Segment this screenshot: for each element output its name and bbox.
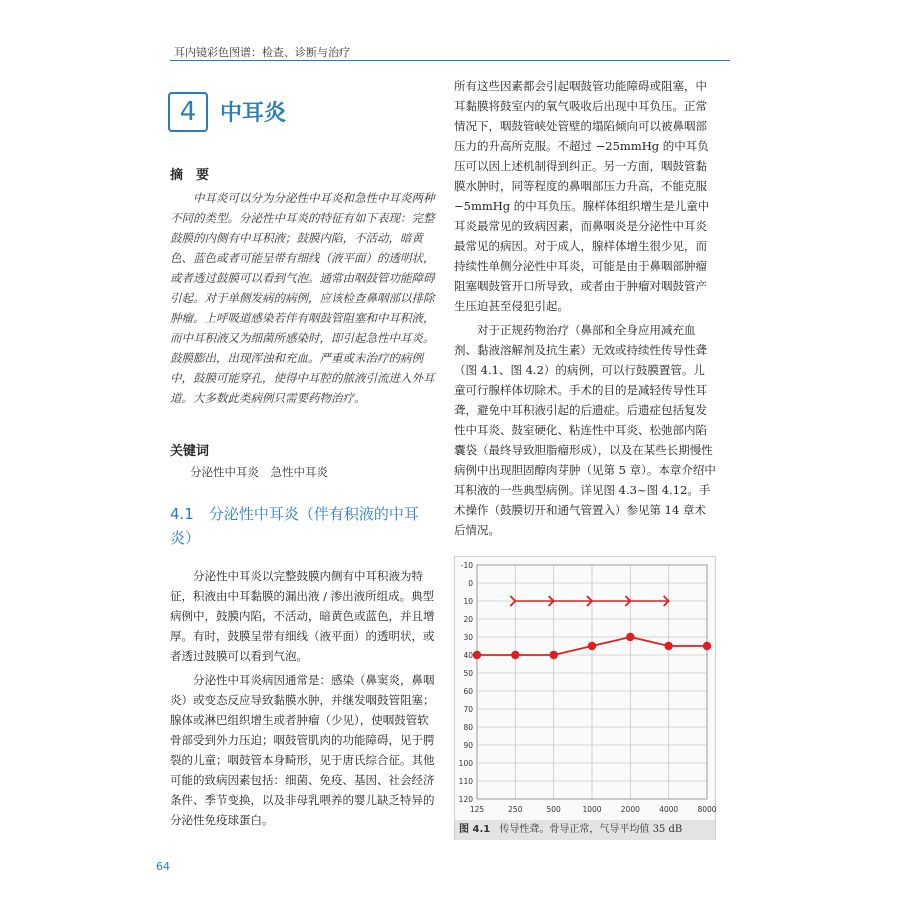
header-rule — [170, 60, 730, 61]
figure-caption-text: 传导性聋。骨导正常，气导平均值 35 dB — [499, 824, 683, 835]
audiogram-figure — [454, 556, 716, 840]
y-tick-label: 100 — [458, 759, 473, 768]
air-conduction-point — [549, 651, 557, 659]
air-conduction-point — [664, 642, 672, 650]
air-conduction-point — [473, 651, 481, 659]
right-paragraph-1: 所有这些因素都会引起咽鼓管功能障碍或阻塞，中耳黏膜将鼓室内的氧气吸收后出现中耳负压。正常情况下，咽鼓管峡处管壁的塌陷倾向可以被鼻咽部压力的升高所克服。不超过 −25mmHg 的中耳负压可以因上述机制得到纠正。另一方面，咽鼓管黏膜水肿时，同等程度的鼻咽部压力升高，不能克服 −5mmHg 的中耳负压。腺样体组织增生是儿童中耳炎最常见的致病因素，而鼻咽炎是分泌性中耳炎最常见的病因。对于成人，腺样体增生很少见，而持续性单侧分泌性中耳炎，可能是由于鼻咽部肿瘤阻塞咽鼓管开口所导致，或者由于肿瘤对咽鼓管产生压迫甚至侵犯引起。 — [454, 79, 710, 313]
y-tick-label: 70 — [463, 705, 473, 714]
y-tick-label: 50 — [463, 669, 473, 678]
y-tick-label: 30 — [463, 633, 473, 642]
x-tick-label: 250 — [508, 805, 523, 814]
page-number: 64 — [156, 860, 170, 873]
right-column-body — [454, 76, 716, 544]
air-conduction-point — [703, 642, 711, 650]
y-tick-label: -10 — [460, 561, 473, 570]
right-paragraph-2: 对于正规药物治疗（鼻部和全身应用减充血剂、黏液溶解剂及抗生素）无效或持续性传导性聋（图 4.1、图 4.2）的病例，可以行鼓膜置管。儿童可行腺样体切除术。手术的目的是减轻传导性耳聋，避免中耳积液引起的后遗症。后遗症包括复发性中耳炎、鼓室硬化、粘连性中耳炎、松弛部内陷囊袋（最终导致胆脂瘤形成），以及在某些长期慢性病例中出现胆固醇肉芽肿（见第 5 章）。本章介绍中耳积液的一些典型病例。详见图 4.3~图 4.12。手术操作（鼓膜切开和通气管置入）参见第 14 章术后情况。 — [454, 323, 716, 537]
audiogram-chart — [455, 557, 717, 821]
running-title: 耳内镜彩色图谱：检查、诊断与治疗 — [174, 46, 350, 59]
running-head — [170, 44, 730, 64]
figure-label: 图 4.1 — [459, 824, 491, 835]
y-tick-label: 40 — [463, 651, 473, 660]
y-tick-label: 10 — [463, 597, 473, 606]
y-tick-label: 90 — [463, 741, 473, 750]
y-tick-label: 110 — [458, 777, 473, 786]
keywords-text: 分泌性中耳炎 急性中耳炎 — [190, 465, 328, 479]
air-conduction-point — [626, 633, 634, 641]
x-tick-label: 500 — [546, 805, 561, 814]
y-tick-label: 0 — [468, 579, 473, 588]
x-tick-label: 4000 — [659, 805, 679, 814]
left-paragraph-2: 分泌性中耳炎病因通常是：感染（鼻窦炎，鼻咽炎）或变态反应导致黏膜水肿，并继发咽鼓管阻塞；腺体或淋巴组织增生或者肿瘤（少见），使咽鼓管软骨部受到外力压迫；咽鼓管肌肉的功能障碍，见于腭裂的儿童；咽鼓管本身畸形，见于唐氏综合征。其他可能的致病因素包括：细菌、免疫、基因、社会经济条件、季节变换，以及非母乳喂养的婴儿缺乏特异的分泌性免疫球蛋白。 — [170, 673, 435, 827]
x-tick-label: 125 — [469, 805, 485, 814]
chapter-title: 中耳炎 — [220, 101, 287, 126]
figure-caption — [455, 820, 715, 840]
chapter-number: 4 — [168, 92, 208, 132]
left-paragraph-1: 分泌性中耳炎以完整鼓膜内侧有中耳积液为特征，积液由中耳黏膜的漏出液 / 渗出液所组成。典型病例中，鼓膜内陷，不活动，暗黄色或蓝色，并且增厚。有时，鼓膜呈带有细线（液平面）的透明状，或者透过鼓膜可以看到气泡。 — [170, 569, 435, 663]
x-tick-label: 1000 — [582, 805, 602, 814]
y-tick-label: 80 — [463, 723, 473, 732]
y-tick-label: 60 — [463, 687, 473, 696]
keywords-heading: 关键词 — [170, 444, 210, 459]
y-tick-label: 120 — [458, 795, 473, 804]
abstract-text: 中耳炎可以分为分泌性中耳炎和急性中耳炎两种不同的类型。分泌性中耳炎的特征有如下表现：完整鼓膜的内侧有中耳积液；鼓膜内陷，不活动，暗黄色、蓝色或者可能呈带有细线（液平面）的透明状，或者透过鼓膜可以看到气泡。通常由咽鼓管功能障碍引起。对于单侧发病的病例，应该检查鼻咽部以排除肿瘤。上呼吸道感染若伴有咽鼓管阻塞和中耳积液，而中耳积液又为细菌所感染时，即引起急性中耳炎。鼓膜膨出，出现浑浊和充血。严重或未治疗的病例中，鼓膜可能穿孔，使得中耳腔的脓液引流进入外耳道。大多数此类病例只需要药物治疗。 — [170, 191, 435, 405]
y-tick-label: 20 — [463, 615, 473, 624]
x-tick-label: 2000 — [620, 805, 640, 814]
air-conduction-point — [588, 642, 596, 650]
left-column-body — [170, 566, 436, 834]
abstract-heading: 摘 要 — [170, 168, 210, 183]
x-tick-label: 8000 — [697, 805, 717, 814]
air-conduction-point — [511, 651, 519, 659]
section-4-1-title: 4.1 分泌性中耳炎（伴有积液的中耳炎） — [170, 505, 419, 547]
